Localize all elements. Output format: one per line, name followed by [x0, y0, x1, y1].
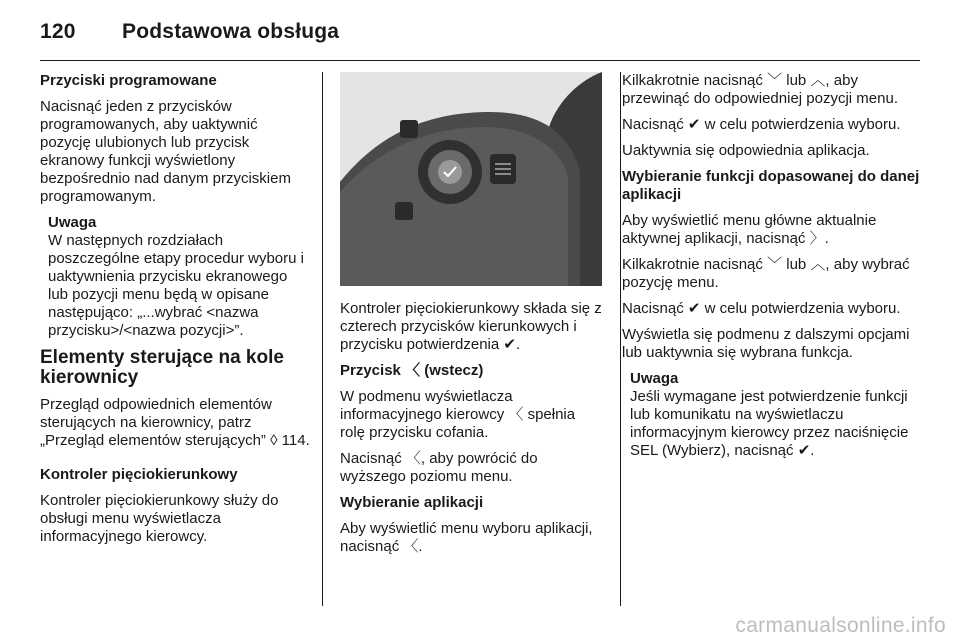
- paragraph-app-function: Aby wyświetlić menu główne aktualnie aktywnej aplikacji, nacisnąć 〉.: [622, 212, 877, 247]
- paragraph-app-activated: Uaktywnia się odpowiednia aplikacja.: [622, 142, 870, 159]
- paragraph-back-return: Nacisnąć 〈, aby powrócić do wyższego poziomu menu.: [340, 450, 538, 485]
- section-title-five-way: Kontroler pięciokierunkowy: [40, 466, 238, 483]
- section-title-app-select: Wybieranie aplikacji: [340, 494, 484, 511]
- paragraph-back-button: W podmenu wyświetlacza informacyjnego kierowcy 〈 spełnia rolę przycisku cofania.: [340, 388, 576, 441]
- page-header: [40, 20, 339, 44]
- column-divider-2: [620, 72, 621, 606]
- note-body-2: Jeśli wymagane jest potwierdzenie funkcji lub komunikatu na wyświetlaczu informacyjnym kierowcy przez naciśnięcie SEL (Wybierz), nacisnąć ✔.: [630, 388, 909, 459]
- paragraph-five-way: Kontroler pięciokierunkowy służy do obsługi menu wyświetlacza informacyjnego kierowcy.: [40, 492, 279, 545]
- note-title-2: Uwaga: [630, 370, 679, 387]
- note-box-1: [48, 214, 310, 340]
- paragraph-submenu: Wyświetla się podmenu z dalszymi opcjami lub uaktywnia się wybrana funkcja.: [622, 326, 910, 361]
- paragraph-softkeys: Nacisnąć jeden z przycisków programowanych, aby uaktywnić pozycję ulubionych lub przycisk ekranowy funkcji wyświetlony bezpośrednio nad danym przyciskiem programowanym.: [40, 98, 291, 205]
- paragraph-scroll: Kilkakrotnie nacisnąć ﹀ lub ︿, aby przewinąć do odpowiedniej pozycji menu.: [622, 72, 898, 107]
- column-2: [340, 72, 602, 564]
- note-title: Uwaga: [48, 214, 97, 231]
- paragraph-confirm-1: Nacisnąć ✔ w celu potwierdzenia wyboru.: [622, 116, 901, 133]
- paragraph-select-item: Kilkakrotnie nacisnąć ﹀ lub ︿, aby wybrać pozycję menu.: [622, 256, 910, 291]
- note-box-2: [630, 370, 920, 460]
- paragraph-five-way-intro: Kontroler pięciokierunkowy składa się z czterech przycisków kierunkowych i przycisku potwierdzenia ✔.: [340, 300, 602, 353]
- steering-wheel-illustration: [340, 72, 602, 286]
- column-1: [40, 72, 310, 554]
- page-title: Podstawowa obsługa: [122, 20, 340, 43]
- section-title-app-function: Wybieranie funkcji dopasowanej do danej aplikacji: [622, 168, 920, 203]
- column-divider-1: [322, 72, 323, 606]
- paragraph-steering-controls: Przegląd odpowiednich elementów sterujących na kierownicy, patrz „Przegląd elementów sterujących” ◊ 114.: [40, 396, 310, 449]
- paragraph-app-select: Aby wyświetlić menu wyboru aplikacji, nacisnąć 〈.: [340, 520, 593, 555]
- watermark: carmanualsonline.info: [735, 614, 946, 637]
- column-3: [622, 72, 920, 468]
- page-number: 120: [40, 20, 76, 43]
- section-title-softkeys: Przyciski programowane: [40, 72, 217, 89]
- header-rule: [40, 60, 920, 61]
- paragraph-confirm-2: Nacisnąć ✔ w celu potwierdzenia wyboru.: [622, 300, 901, 317]
- section-title-back-button: Przycisk 〈 (wstecz): [340, 362, 484, 379]
- note-body: W następnych rozdziałach poszczególne etapy procedur wyboru i uaktywnienia przycisku ekranowego lub pozycji menu będą w opisane następująco: „...wybrać <nazwa przycisku>/<nazwa pozycji>”.: [48, 232, 304, 339]
- heading-steering-controls: Elementy sterujące na kole kierownicy: [40, 347, 284, 388]
